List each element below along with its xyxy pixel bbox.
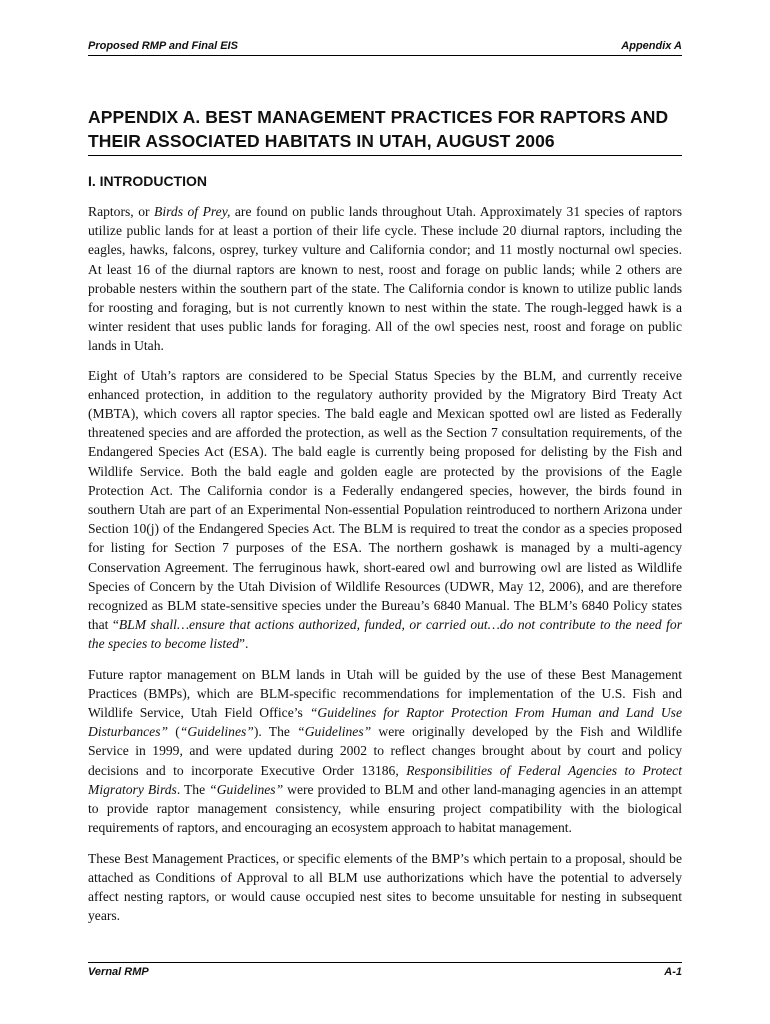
- paragraph-2: Eight of Utah’s raptors are considered to be Special Status Species by the BLM, and currently receive enhanced protection, in addition to the regulatory authority provided by the Migratory Bird Treaty Act (MBTA), which covers all raptor species. The bald eagle and Mexican spotted owl are listed as Federally threatened species and are afforded the protection, as well as the Section 7 consultation requirements, of the Endangered Species Act (ESA). The bald eagle is currently being proposed for delisting by the Fish and Wildlife Service. Both the bald eagle and golden eagle are protected by the provisions of the Eagle Protection Act. The California condor is a Federally endangered species, however, the birds found in southern Utah are part of an Experimental Non-essential Population reintroduced to northern Arizona under Section 10(j) of the Endangered Species Act. The BLM is required to treat the condor as a species proposed for listing for Section 7 purposes of the ESA. The northern goshawk is managed by a multi-agency Conservation Agreement. The ferruginous hawk, short-eared owl and burrowing owl are listed as Wildlife Species of Concern by the Utah Division of Wildlife Resources (UDWR, May 12, 2006), and are therefore recognized as BLM state-sensitive species under the Bureau’s 6840 Manual. The BLM’s 6840 Policy states that “BLM shall…ensure that actions authorized, funded, or carried out…do not contribute to the need for the species to become listed”.: [88, 367, 682, 652]
- paragraph-1: Raptors, or Birds of Prey, are found on public lands throughout Utah. Approximately 31 species of raptors utilize public lands for at least a portion of their life cycle. These include 20 diurnal raptors, including the eagles, hawks, falcons, osprey, turkey vulture and California condor; and 11 mostly nocturnal owl species. At least 16 of the diurnal raptors are known to nest, roost and forage on public lands; while 2 others are probable nesters within the southern part of the state. The California condor is known to utilize public lands for roosting and foraging, but is not currently known to nest within the state. The rough-legged hawk is a winter resident that uses public lands for foraging. All of the owl species nest, roost and forage on public lands in Utah.: [88, 204, 682, 354]
- header-appendix-label: Appendix A: [621, 40, 682, 52]
- footer-plan-name: Vernal RMP: [88, 966, 149, 978]
- paragraph-3: Future raptor management on BLM lands in Utah will be guided by the use of these Best Management Practices (BMPs), which are BLM-specific recommendations for implementation of the U.S. Fish and Wildlife Service, Utah Field Office’s “Guidelines for Raptor Protection From Human and Land Use Disturbances” (“Guidelines”). The “Guidelines” were originally developed by the Fish and Wildlife Service in 1999, and were updated during 2002 to reflect changes brought about by court and policy decisions and to incorporate Executive Order 13186, Responsibilities of Federal Agencies to Protect Migratory Birds. The “Guidelines” were provided to BLM and other land-managing agencies in an attempt to provide raptor management consistency, while ensuring project compatibility with the biological requirements of raptors, and encouraging an ecosystem approach to habitat management.: [88, 666, 683, 836]
- body-text: [88, 202, 682, 937]
- appendix-title: APPENDIX A. BEST MANAGEMENT PRACTICES FOR RAPTORS AND THEIR ASSOCIATED HABITATS IN UTAH, AUGUST 2006: [88, 105, 682, 156]
- paragraph-4: These Best Management Practices, or specific elements of the BMP’s which pertain to a proposal, should be attached as Conditions of Approval to all BLM use authorizations which have the potential to adversely affect nesting raptors, or would cause occupied nest sites to become unsuitable for nesting in subsequent years.: [88, 850, 682, 924]
- footer-page-number: A-1: [664, 966, 682, 978]
- section-heading-introduction: I. INTRODUCTION: [88, 173, 207, 189]
- running-footer: [88, 962, 682, 979]
- header-document-title: Proposed RMP and Final EIS: [88, 40, 238, 52]
- running-header: [88, 40, 682, 56]
